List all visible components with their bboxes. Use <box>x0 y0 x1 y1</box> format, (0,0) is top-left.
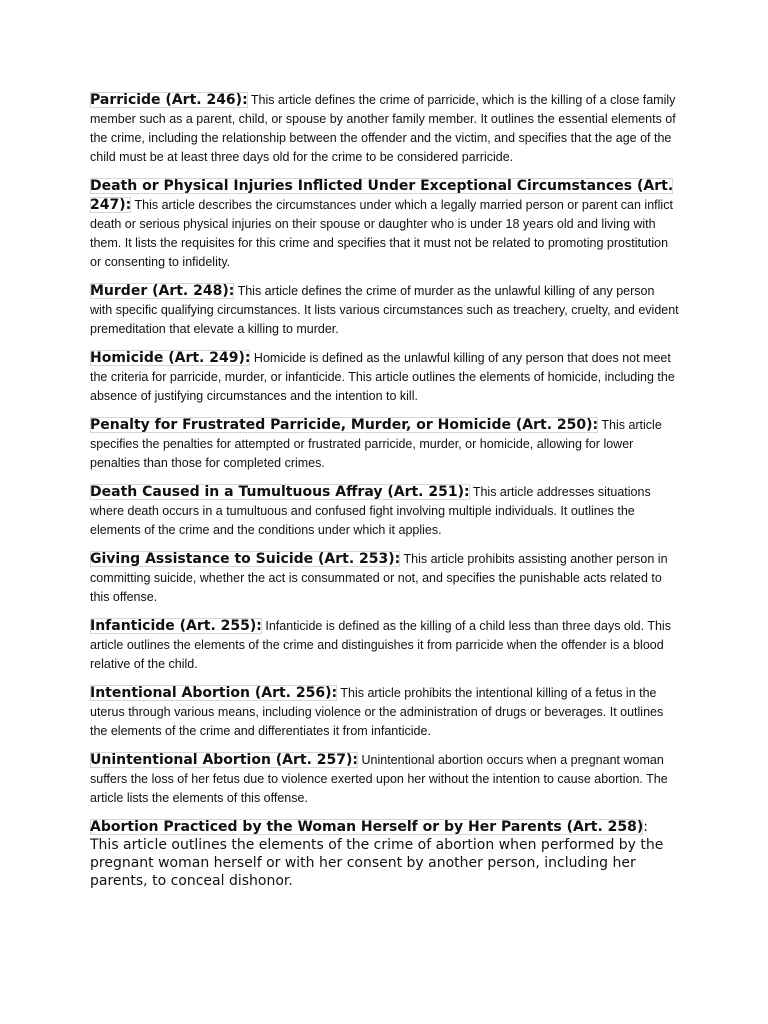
document-body <box>90 91 680 900</box>
article-description: Unintentional abortion occurs when a pregnant woman suffers the loss of her fetus due to violence exerted upon her without the intention to cause abortion. The article lists the elements of this offense. <box>90 753 668 805</box>
article-heading: Penalty for Frustrated Parricide, Murder, or Homicide (Art. 250): <box>90 417 599 433</box>
article-abortion-by-woman-or-parents <box>90 818 680 890</box>
article-frustrated-penalty <box>90 416 680 473</box>
article-tumultuous-affray <box>90 483 680 540</box>
article-description: This article prohibits assisting another person in committing suicide, whether the act is consummated or not, and specifies the punishable acts related to this offense. <box>90 552 668 604</box>
article-intentional-abortion <box>90 684 680 741</box>
article-heading: Death Caused in a Tumultuous Affray (Art. 251): <box>90 484 470 500</box>
article-description: This article prohibits the intentional killing of a fetus in the uterus through various means, including violence or the administration of drugs or beverages. It outlines the elements of the crime and differentiates it from infanticide. <box>90 686 664 738</box>
article-unintentional-abortion <box>90 751 680 808</box>
article-heading: Intentional Abortion (Art. 256): <box>90 685 338 701</box>
article-heading: Murder (Art. 248): <box>90 283 235 299</box>
article-heading: Infanticide (Art. 255): <box>90 618 262 634</box>
article-parricide <box>90 91 680 167</box>
article-assistance-suicide <box>90 550 680 607</box>
article-heading: Death or Physical Injuries Inflicted Under Exceptional Circumstances (Art. 247): <box>90 178 674 213</box>
article-heading: Giving Assistance to Suicide (Art. 253): <box>90 551 401 567</box>
article-heading: Unintentional Abortion (Art. 257): <box>90 752 359 768</box>
article-heading: Abortion Practiced by the Woman Herself or by Her Parents (Art. 258) <box>90 819 644 835</box>
article-infanticide <box>90 617 680 674</box>
article-heading: Homicide (Art. 249): <box>90 350 251 366</box>
article-description: This article describes the circumstances under which a legally married person or parent can inflict death or serious physical injuries on their spouse or daughter who is under 18 years old and living with them. It lists the requisites for this crime and specifies that it must not be related to promoting prostitution or consenting to infidelity. <box>90 198 673 269</box>
article-description: This article addresses situations where death occurs in a tumultuous and confused fight involving multiple individuals. It outlines the elements of the crime and the conditions under which it applies. <box>90 485 651 537</box>
article-description: This article defines the crime of parricide, which is the killing of a close family member such as a parent, child, or spouse by another family member. It outlines the essential elements of the crime, including the relationship between the offender and the victim, and specifies that the age of the child must be at least three days old for the crime to be considered parricide. <box>90 93 676 164</box>
article-murder <box>90 282 680 339</box>
article-exceptional-circumstances <box>90 177 680 272</box>
article-homicide <box>90 349 680 406</box>
article-description: This article specifies the penalties for attempted or frustrated parricide, murder, or homicide, allowing for lower penalties than those for completed crimes. <box>90 418 662 470</box>
article-description: This article defines the crime of murder as the unlawful killing of any person with specific qualifying circumstances. It lists various circumstances such as treachery, cruelty, and evident premeditation that elevate a killing to murder. <box>90 284 679 336</box>
article-heading: Parricide (Art. 246): <box>90 92 248 108</box>
article-description: Homicide is defined as the unlawful killing of any person that does not meet the criteria for parricide, murder, or infanticide. This article outlines the elements of homicide, including the absence of justifying circumstances and the intention to kill. <box>90 351 675 403</box>
article-description: Infanticide is defined as the killing of a child less than three days old. This article outlines the elements of the crime and distinguishes it from parricide when the offender is a blood relative of the child. <box>90 619 671 671</box>
article-description: : This article outlines the elements of the crime of abortion when performed by the pregnant woman herself or with her consent by another person, including her parents, to conceal dishonor. <box>90 819 664 889</box>
